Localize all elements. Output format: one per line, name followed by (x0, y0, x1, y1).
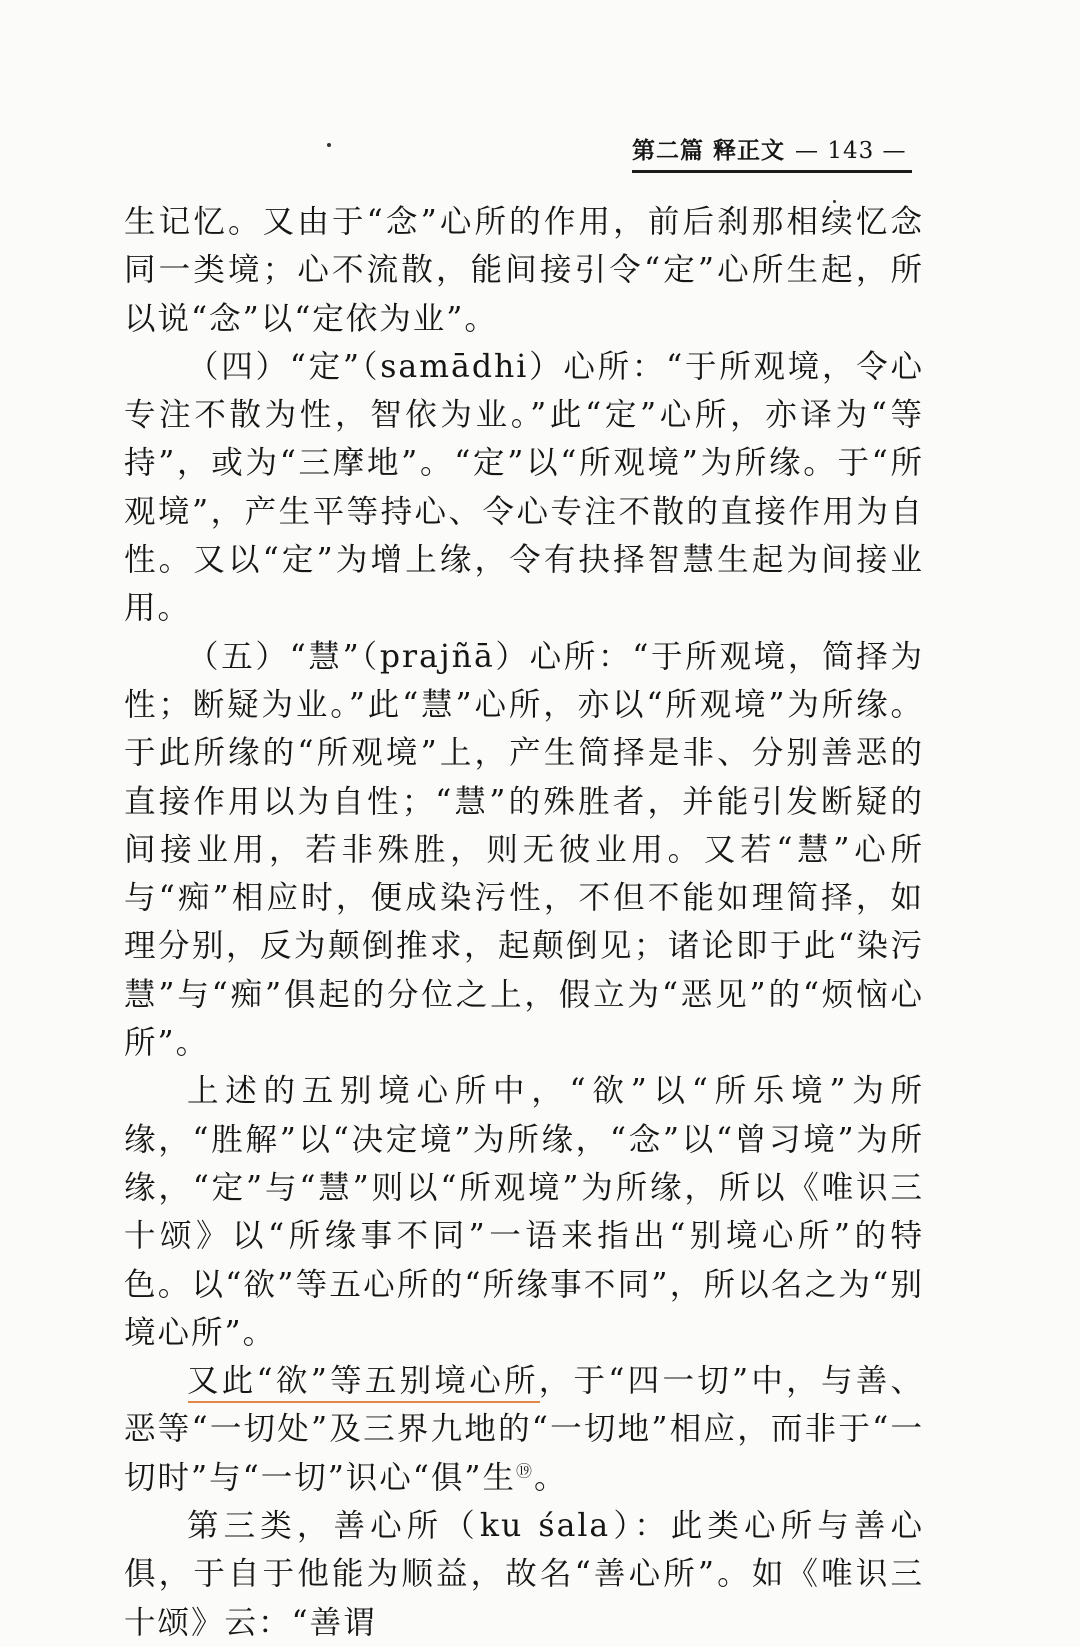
paragraph-continued: 生记忆。又由于“念”心所的作用，前后刹那相续忆念同一类境；心不流散，能间接引令“定”心所生起，所以说“念”以“定依为业”。 (124, 204, 924, 337)
highlight-underline (188, 1401, 540, 1403)
body-text (124, 198, 924, 1647)
running-header (632, 132, 912, 173)
paragraph-summary: 上述的五别境心所中，“欲”以“所乐境”为所缘，“胜解”以“决定境”为所缘，“念”以“曾习境”为所缘，“定”与“慧”则以“所观境”为所缘，所以《唯识三十颂》以“所缘事不同”一语来指出“别境心所”的特色。以“欲”等五心所的“所缘事不同”，所以名之为“别境心所”。 (124, 1073, 924, 1351)
paragraph-ding: （四）“定”（samādhi）心所：“于所观境，令心专注不散为性，智依为业。”此“定”心所，亦译为“等持”，或为“三摩地”。“定”以“所观境”为所缘。于“所观境”，产生平等持心、令心专注不散的直接作用为自性。又以“定”为增上缘，令有抉择智慧生起为间接业用。 (124, 348, 924, 627)
paragraph-good-mental: 第三类，善心所（ku śala）：此类心所与善心俱，于自于他能为顺益，故名“善心所”。如《唯识三十颂》云：“善谓 (124, 1508, 924, 1641)
paragraph-end-mark: 。 (534, 1459, 568, 1496)
paragraph-four-all (124, 1357, 924, 1502)
speck (327, 143, 331, 147)
footnote-marker: ⑲ (516, 1461, 535, 1481)
chapter-title: 第二篇 释正文 (632, 137, 786, 164)
paragraph-hui: （五）“慧”（prajñā）心所：“于所观境，简择为性；断疑为业。”此“慧”心所，亦以“所观境”为所缘。于此所缘的“所观境”上，产生简择是非、分别善恶的直接作用以为自性；“慧”的殊胜者，并能引发断疑的间接业用，若非殊胜，则无彼业用。又若“慧”心所与“痴”相应时，便成染污性，不但不能如理简择，如理分别，反为颠倒推求，起颠倒见；诸论即于此“染污慧”与“痴”俱起的分位之上，假立为“恶见”的“烦恼心所”。 (124, 638, 924, 1062)
paragraph-four-all-text: 又此“欲”等五别境心所，于“四一切”中，与善、恶等“一切处”及三界九地的“一切地”相应，而非于“一切时”与“一切”识心“俱”生 (124, 1363, 924, 1496)
page-number: — 143 — (795, 138, 907, 164)
